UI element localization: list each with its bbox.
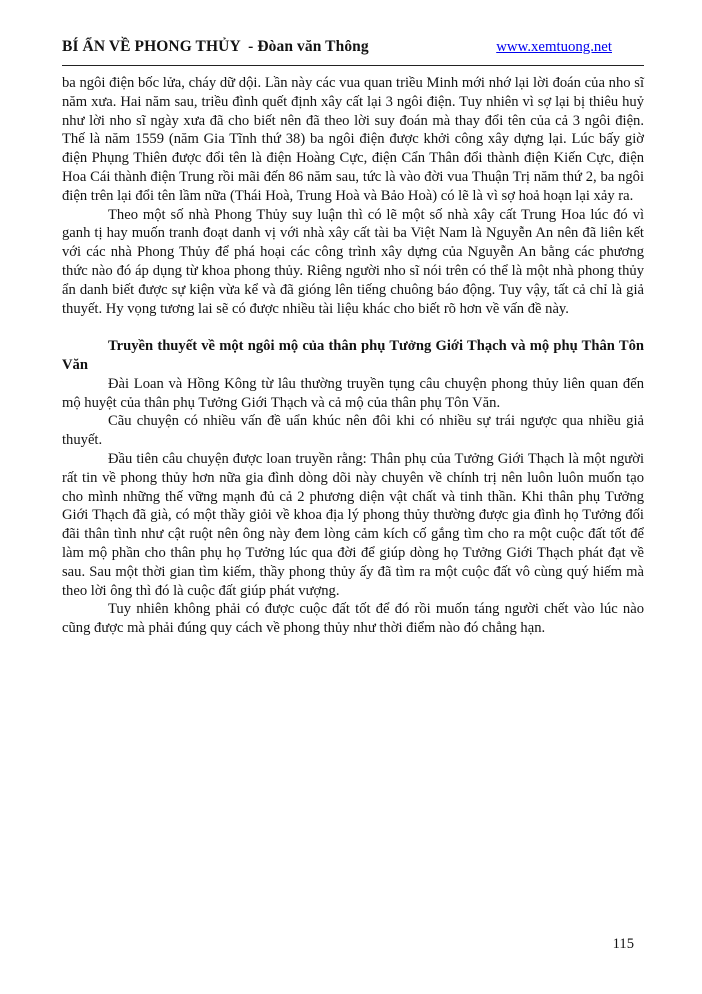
- website-link[interactable]: www.xemtuong.net: [496, 39, 612, 55]
- page-number: 115: [612, 936, 634, 952]
- paragraph: Theo một số nhà Phong Thủy suy luận thì có lẽ một số nhà xây cất Trung Hoa lúc đó vì ganh tị hay muốn tranh đoạt danh vị với nhà xây cất tài ba Việt Nam là Nguyễn An nên đã liên kết với các nhà Phong Thủy để phá hoại các công trình xây dựng của Nguyễn An bằng các phương thức nào đó áp dụng từ khoa phong thủy. Riêng người nho sĩ nói trên có thể là một nhà phong thủy ẩn danh biết được sự kiện vừa kể và đã gióng lên tiếng chuông báo động. Tuy vậy, tất cả chỉ là giả thuyết. Hy vọng tương lai sẽ có được nhiều tài liệu khác cho biết rõ hơn về vấn đề này.: [62, 206, 644, 317]
- paragraph: Đầu tiên câu chuyện được loan truyền rằng: Thân phụ của Tưởng Giới Thạch là một người rất tin về phong thủy hơn nữa gia đình dòng dõi này chuyên về chính trị nên luôn luôn muốn tạo cho mình những thế vững mạnh đủ cả 2 phương diện vật chất và tinh thần. Khi thân phụ Tưởng Giới Thạch đã già, có một thầy giỏi về khoa địa lý phong thủy thường được gia đình họ Tưởng đối đãi thân tình như cật ruột nên ông này đem lòng cảm kích cố gắng tìm cho ra một cuộc đất tốt để làm mộ phần cho thân phụ họ Tưởng lúc qua đời để giúp dòng họ Tưởng Giới Thạch phát đạt về sau. Sau một thời gian tìm kiếm, thầy phong thủy ấy đã tìm ra một cuộc đất vô cùng quý hiếm mà theo lời ông thì đó là cuộc đất giúp phát vượng.: [62, 450, 644, 599]
- paragraph: Đài Loan và Hồng Kông từ lâu thường truyền tụng câu chuyện phong thủy liên quan đến mộ huyệt của thân phụ Tưởng Giới Thạch và cả mộ của thân phụ Tôn Văn.: [62, 375, 644, 411]
- page-footer: [613, 936, 634, 953]
- book-title: BÍ ẨN VỀ PHONG THỦY - Đòan văn Thông: [62, 38, 369, 55]
- paragraph: Cãu chuyện có nhiều vấn đề uẩn khúc nên đôi khi có nhiều sự trái ngược qua nhiều giả thuyết.: [62, 413, 644, 449]
- section-heading: Truyền thuyết về một ngôi mộ của thân phụ Tưởng Giới Thạch và mộ phụ Thân Tôn Văn: [62, 338, 644, 373]
- header-divider: [62, 65, 644, 66]
- header-row: [62, 38, 644, 56]
- paragraph: Tuy nhiên không phải có được cuộc đất tốt để đó rồi muốn táng người chết vào lúc nào cũng được mà phải đúng quy cách về phong thủy như thời điểm nào đó chẳng hạn.: [62, 601, 644, 637]
- page-body: [62, 74, 644, 638]
- paragraph-continuation: ba ngôi điện bốc lửa, cháy dữ dội. Lần này các vua quan triều Minh mới nhớ lại lời đoán của nho sĩ năm xưa. Hai năm sau, triều đình quết định xây cất lại 3 ngôi điện. Tuy nhiên vì sợ lại bị thiêu huỷ như lời nho sĩ ngày xưa đã cho biết nên đã theo lời suy đoán mà thay đổi tên của cả 3 ngôi điện. Thế là năm 1559 (năm Gia Tĩnh thứ 38) ba ngôi điện được khởi công xây dựng lại. Lúc bấy giờ điện Phụng Thiên được đổi tên là điện Hoàng Cực, điện Cẩn Thân đổi thành điện Kiến Cực, điện Hoa Cái thành điện Trung rồi mãi đến 86 năm sau, tức là vào đời vua Thuận Trị năm thứ 2, ba ngôi điện trên lại đổi tên lầm nữa (Thái Hoà, Trung Hoà và Bảo Hoà) có lẽ là vì sợ hoả hoạn lại xảy ra.: [62, 75, 644, 204]
- page-header: [62, 38, 644, 66]
